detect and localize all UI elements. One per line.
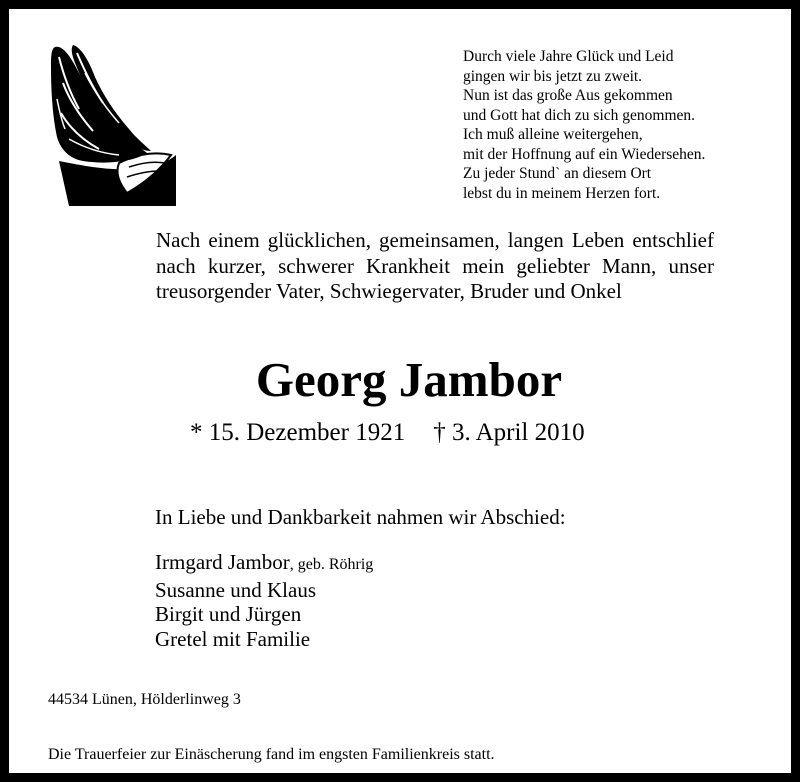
poem (463, 47, 783, 203)
address: 44534 Lünen, Hölderlinweg 3 (48, 691, 241, 708)
family-member (155, 550, 373, 578)
family-member-maiden-name: , geb. Röhrig (289, 556, 374, 573)
poem-line: Zu jeder Stund` an diesem Ort (463, 165, 652, 182)
poem-line: und Gott hat dich zu sich genommen. (463, 106, 696, 124)
birth-date: * 15. Dezember 1921 (190, 419, 406, 446)
deceased-name: Georg Jambor (255, 352, 563, 407)
family-list (155, 550, 373, 651)
praying-hands-icon (49, 43, 177, 206)
family-member: Birgit und Jürgen (155, 602, 302, 626)
family-member: Gretel mit Familie (155, 626, 311, 651)
life-dates (190, 417, 585, 449)
farewell-text: In Liebe und Dankbarkeit nahmen wir Abschied: (155, 505, 566, 529)
funeral-notice: Die Trauerfeier zur Einäscherung fand im engsten Familienkreis statt. (48, 746, 495, 763)
poem-line: mit der Hoffnung auf ein Wiedersehen. (463, 145, 706, 163)
poem-line: gingen wir bis jetzt zu zweit. (463, 67, 643, 85)
intro-text: Nach einem glücklichen, gemeinsamen, langen Leben entschlief nach kurzer, schwerer Krankheit mein geliebter Mann, unser treusorgender Vater, Schwiegervater, Bruder und Onkel (156, 228, 714, 303)
poem-line: Nun ist das große Aus gekommen (463, 87, 673, 104)
poem-line: Ich muß alleine weitergehen, (463, 126, 643, 143)
poem-line: lebst du in meinem Herzen fort. (463, 184, 661, 202)
family-member-name: Irmgard Jambor (155, 550, 290, 574)
poem-line: Durch viele Jahre Glück und Leid (463, 48, 674, 65)
family-member: Susanne und Klaus (155, 577, 316, 602)
death-date: † 3. April 2010 (433, 419, 585, 446)
